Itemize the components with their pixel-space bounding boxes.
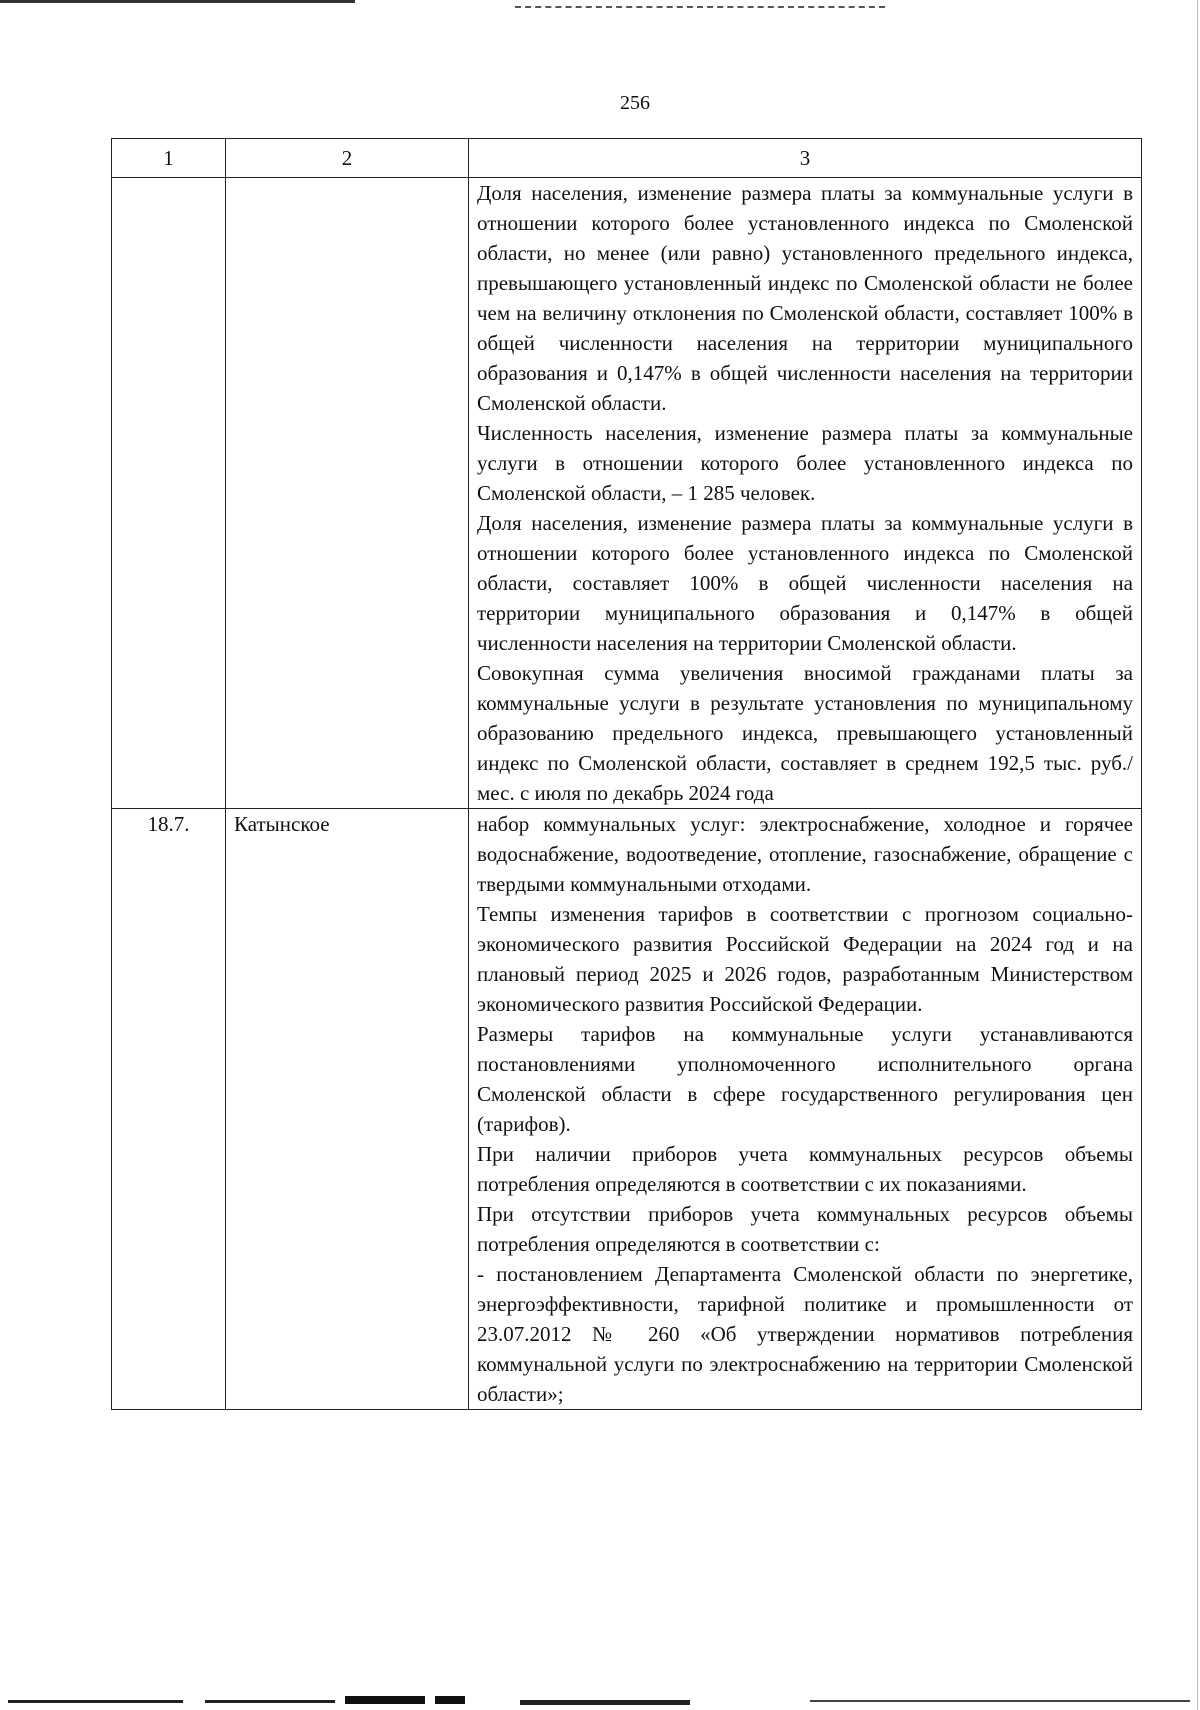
document-table [111, 138, 1142, 1410]
paragraph: - постановлением Департамента Смоленской области по энергетике, энергоэффективности, тарифной политике и промышленности от 23.07.2012 № 260 «Об утверждении нормативов потребления коммунальной услуги по электроснабжению на территории Смоленской области»; [477, 1262, 1133, 1406]
scan-artifact-right-edge [1197, 0, 1198, 1710]
row-municipality: Катынское [226, 809, 469, 1410]
paragraph: набор коммунальных услуг: электроснабжение, холодное и горячее водоснабжение, водоотведение, отопление, газоснабжение, обращение с твердыми коммунальными отходами. [477, 812, 1133, 896]
table-row [112, 178, 1142, 809]
scan-artifact-top-left [0, 0, 355, 3]
row-municipality [226, 178, 469, 809]
paragraph: Доля населения, изменение размера платы за коммунальные услуги в отношении которого более установленного индекса по Смоленской области, но менее (или равно) установленного предельного индекса, превышающего установленный индекс по Смоленской области не более чем на величину отклонения по Смоленской области, составляет 100% в общей численности населения на территории муниципального образования и 0,147% в общей численности населения на территории Смоленской области. [477, 181, 1133, 415]
column-header-2: 2 [226, 139, 469, 178]
paragraph: Доля населения, изменение размера платы за коммунальные услуги в отношении которого более установленного индекса по Смоленской области, составляет 100% в общей численности населения на территории муниципального образования и 0,147% в общей численности населения на территории Смоленской области. [477, 511, 1133, 655]
scan-artifact-bottom [0, 1696, 1200, 1710]
paragraph: Численность населения, изменение размера платы за коммунальные услуги в отношении которого более установленного индекса по Смоленской области, – 1 285 человек. [477, 421, 1133, 505]
paragraph: Темпы изменения тарифов в соответствии с прогнозом социально-экономического развития Российской Федерации на 2024 год и на плановый период 2025 и 2026 годов, разработанным Министерством экономического развития Российской Федерации. [477, 902, 1133, 1016]
row-number [112, 178, 226, 809]
column-header-3: 3 [469, 139, 1142, 178]
table-row [112, 809, 1142, 1410]
scan-artifact-top-dashes [515, 6, 885, 8]
paragraph: Размеры тарифов на коммунальные услуги устанавливаются постановлениями уполномоченного исполнительного органа Смоленской области в сфере государственного регулирования цен (тарифов). [477, 1022, 1133, 1136]
row-description [469, 809, 1142, 1410]
table-header-row [112, 139, 1142, 178]
paragraph: При отсутствии приборов учета коммунальных ресурсов объемы потребления определяются в соответствии с: [477, 1202, 1133, 1256]
page-number: 256 [620, 92, 650, 114]
paragraph: Совокупная сумма увеличения вносимой гражданами платы за коммунальные услуги в результате установления по муниципальному образованию предельного индекса, превышающего установленный индекс по Смоленской области, составляет в среднем 192,5 тыс. руб./мес. с июля по декабрь 2024 года [477, 661, 1133, 805]
paragraph: При наличии приборов учета коммунальных ресурсов объемы потребления определяются в соответствии с их показаниями. [477, 1142, 1133, 1196]
row-description [469, 178, 1142, 809]
row-number: 18.7. [112, 809, 226, 1410]
column-header-1: 1 [112, 139, 226, 178]
